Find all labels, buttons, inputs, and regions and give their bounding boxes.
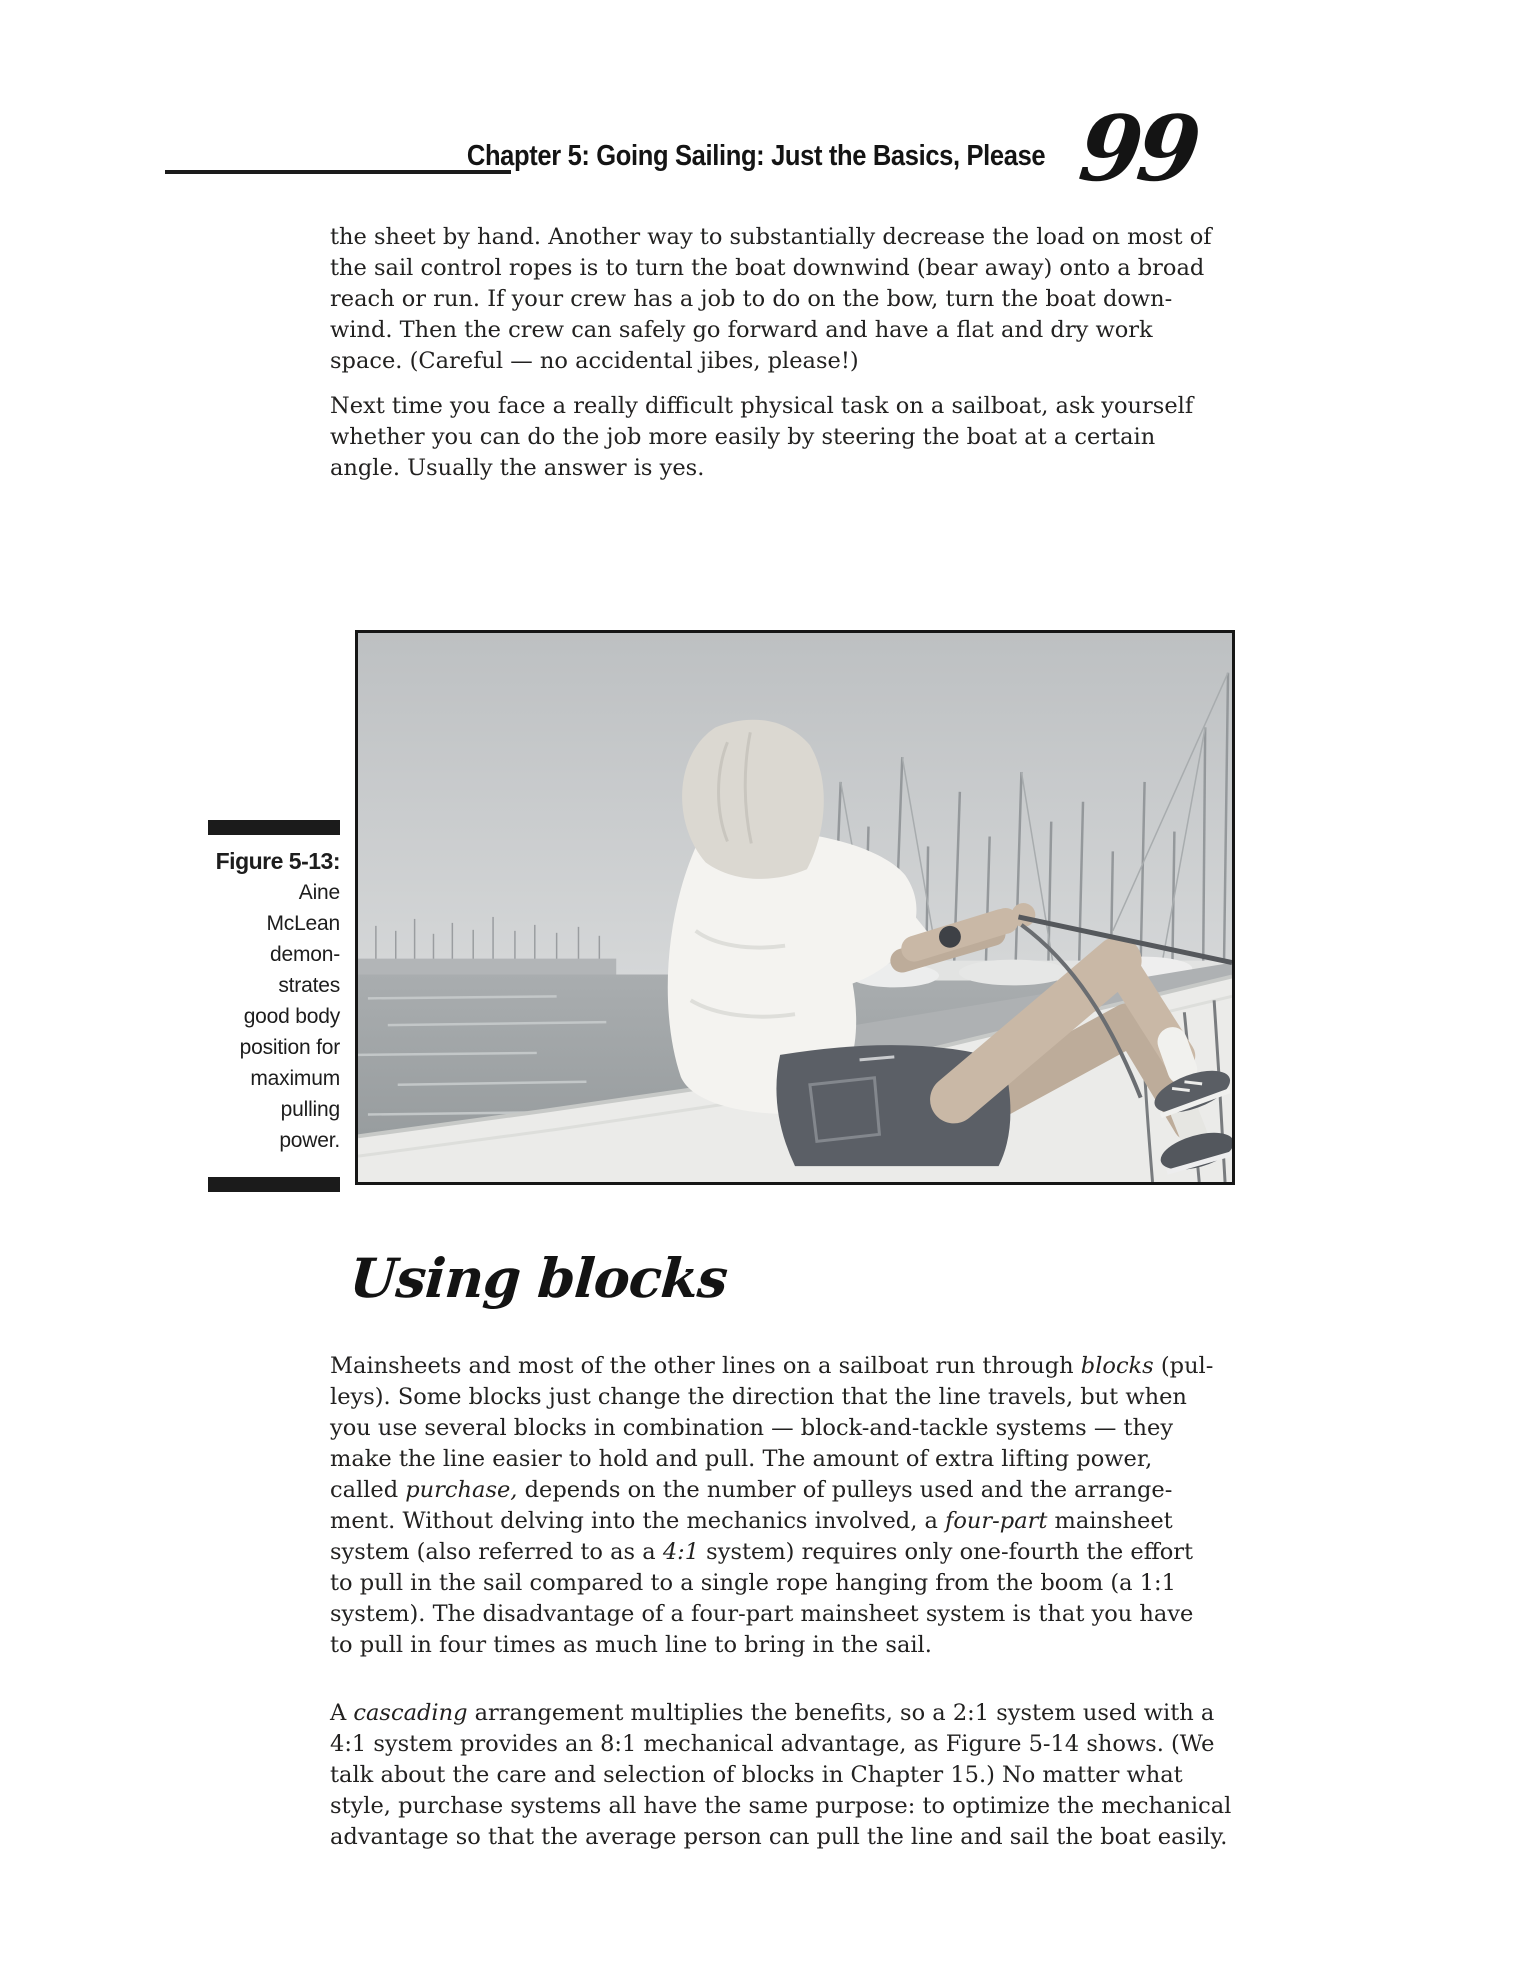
paragraph-intro-1: the sheet by hand. Another way to substantially decrease the load on most of the sail control ropes is to turn the boat downwind (bear away) onto a broad reach or run. If your crew has a job to do on the bow, turn the boat down- wind. Then the crew can safely go forward and have a flat and dry work space. (Careful — no accidental jibes, please!) bbox=[330, 224, 1212, 374]
figure-photo bbox=[355, 630, 1235, 1185]
paragraph-using-blocks-2: A cascading arrangement multiplies the benefits, so a 2:1 system used with a 4:1 system provides an 8:1 mechanical advantage, as Figure 5-14 shows. (We talk about the care and selection of blocks in Chapter 15.) No matter what style, purchase systems all have the same purpose: to optimize the mechanical advantage so that the average person can pull the line and sail the boat easily. bbox=[330, 1700, 1232, 1850]
figure-caption: Figure 5-13: Aine McLean demon- strates good body position for maximum pulling power. bbox=[215, 848, 340, 1152]
figure-caption-bottom-bar bbox=[208, 1177, 340, 1192]
header-rule bbox=[165, 170, 511, 174]
page-number: 99 bbox=[1074, 96, 1201, 202]
photo-left-marina-hulls bbox=[358, 959, 616, 977]
figure-caption-top-bar bbox=[208, 820, 340, 835]
paragraph-intro-2: Next time you face a really difficult physical task on a sailboat, ask yourself whether you can do the job more easily by steering the boat at a certain angle. Usually the answer is yes. bbox=[330, 393, 1194, 481]
paragraph-using-blocks-1: Mainsheets and most of the other lines on a sailboat run through blocks (pul- leys). Some blocks just change the direction that the line travels, but when you use several blocks in combination — block-and-tackle systems — they make the line easier to hold and pull. The amount of extra lifting power, called purchase, depends on the number of pulleys used and the arrange- ment. Without delving into the mechanics involved, a four-part mainsheet system (also referred to as a 4:1 system) requires only one-fourth the effort to pull in the sail compared to a single rope hanging from the boom (a 1:1 system). The disadvantage of a four-part mainsheet system is that you have to pull in four times as much line to bring in the sail. bbox=[330, 1353, 1214, 1658]
chapter-title: Chapter 5: Going Sailing: Just the Basics, Please bbox=[466, 140, 1045, 172]
figure-photo-illustration bbox=[358, 633, 1232, 1182]
section-heading: Using blocks bbox=[347, 1246, 730, 1310]
